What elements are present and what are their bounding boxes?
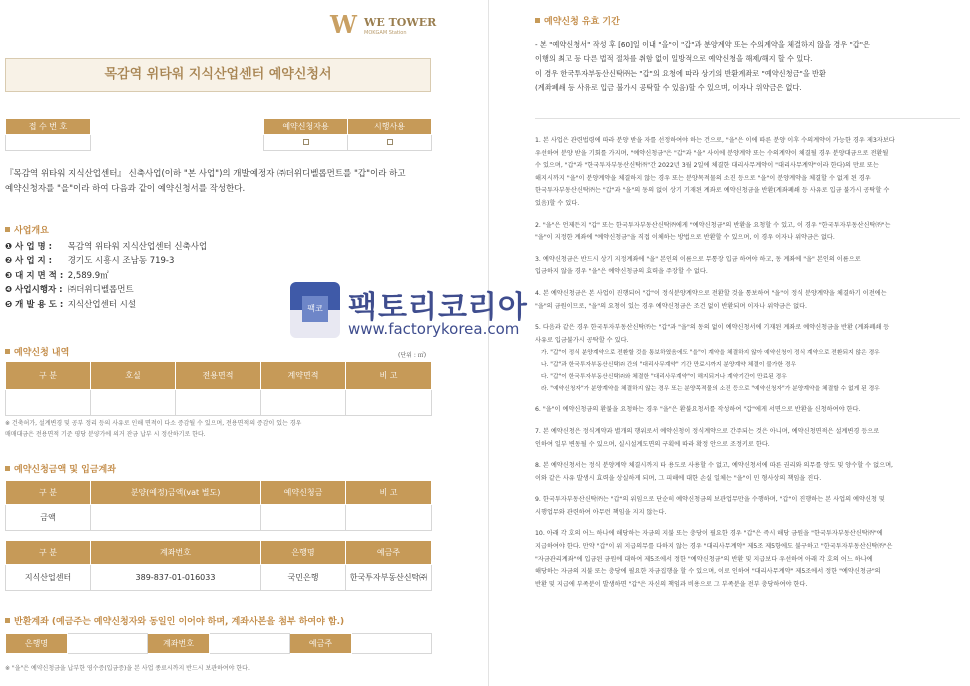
clause-line: 해당하는 자금의 지불 또는 충당에 필요한 자금집행을 할 수 있으며, 이로 인하여 "대리사무계약" 제5조에서 정한 "예약신청금"의 <box>535 568 881 576</box>
refund-bank-cell[interactable] <box>68 634 148 654</box>
clause-line: 우선하여 분양 받을 기회를 가지며, "예약신청금"은 "갑"과 "을" 사이에 분양계약 또는 수의계약이 체결될 경우 분양대금으로 전환될 <box>535 149 889 157</box>
watermark-url: www.factorykorea.com <box>348 320 520 338</box>
receipt-number-cell[interactable] <box>6 135 91 151</box>
col-header: 구 분 <box>6 362 91 390</box>
col-header: 계약면적 <box>261 362 346 390</box>
table-cell[interactable] <box>176 390 261 416</box>
separator <box>535 118 960 119</box>
clause-subitem: 가. "갑"이 정식 분양계약으로 전환할 것을 통보하였음에도 "을"이 계약을 체결하지 않아 예약신청이 정식 계약으로 전환되지 않은 경우 <box>541 350 880 357</box>
clause-line: 9. 한국투자부동산신탁㈜는 "갑"의 위임으로 단순히 예약신청금의 보관업무만을 수행하며, "갑"이 진행하는 본 사업의 예약신청 및 <box>535 496 885 504</box>
validity-heading: 예약신청 유효 기간 <box>535 14 620 27</box>
page-title: 목감역 위타워 지식산업센터 예약신청서 <box>5 58 431 92</box>
clause-line: 한국투자부동산신탁㈜는 "갑"과 "을"의 동의 없이 상기 기재된 계좌로 예약신청금을 반환(계좌폐쇄 등 사유로 입금 불가시 공탁할 수 <box>535 187 890 195</box>
table-cell[interactable] <box>91 505 261 531</box>
account-table <box>5 540 432 591</box>
clause-line: 3. 예약신청금은 반드시 상기 지정계좌에 "을" 본인의 이름으로 무통장 입금 하여야 하고, 동 계좌에 "을" 본인의 이름으로 <box>535 255 861 263</box>
clause-line: 5. 다음과 같은 경우 한국투자부동산신탁㈜는 "갑"과 "을"의 동의 없이 예약신청서에 기재된 계좌로 예약신청금을 반환 (계좌폐쇄 등 <box>535 324 890 332</box>
clause-line: 반환 및 지급에 부족분이 발생하면 "갑"은 자신의 책임과 비용으로 그 부족분을 전부 충당하여야 한다. <box>535 580 808 588</box>
reservation-note: ※ 건축허가, 설계변경 및 공부 정리 등의 사유로 인해 면적이 다소 증감될 수 있으며, 전용면적의 증감이 있는 경우 매매대금은 전용면적 기준 평당 분양가에 의거 잔금 납부 시 정산하기로 한다. <box>5 420 302 438</box>
table-cell[interactable] <box>346 390 432 416</box>
square-bullet-icon <box>5 227 10 232</box>
clause-line: 이와 같은 사유 발생시 효력을 상실하게 되며, 그 피해에 대한 손실 일체는 "을"이 민 형사상의 책임을 진다. <box>535 474 822 482</box>
table-cell[interactable] <box>346 505 432 531</box>
col-header: 분양(예정)금액(vat 별도) <box>91 481 261 505</box>
clause <box>535 135 960 211</box>
receipt-table <box>5 118 432 151</box>
clause <box>535 254 960 279</box>
seller-checkbox[interactable] <box>387 139 393 145</box>
clause-subitem: 나. "갑"과 한국투자부동산신탁㈜ 간의 "대리사무계약" 기간 만료시까지 분양계약 체결이 불가한 경우 <box>541 362 797 369</box>
table-cell: 지식산업센터 <box>6 565 91 591</box>
column-divider <box>488 0 489 686</box>
col-header: 구 분 <box>6 481 91 505</box>
clause-line: "을"의 금원이므로, "을"의 요청이 있는 경우 예약신청금은 조건 없이 반환되며 이자나 위약금은 없다. <box>535 302 808 310</box>
applicant-copy-cell[interactable] <box>264 135 348 151</box>
clause-line: 인하여 일부 변동될 수 있으며, 실시설계도면의 구획에 따라 확정 안으로 조정키로 한다. <box>535 440 770 448</box>
square-bullet-icon <box>535 18 540 23</box>
clause-line: 시행업무와 관련하여 아무런 책임을 지지 않는다. <box>535 508 667 516</box>
refund-account-cell[interactable] <box>210 634 290 654</box>
clause-line: 입금하지 않을 경우 "을"은 예약신청금의 효력을 주장할 수 없다. <box>535 268 708 276</box>
info-row: ❹ 사업시행자 : ㈜더위디벨롭먼트 <box>5 285 134 296</box>
reservation-heading: 예약신청 내역 <box>5 345 69 358</box>
col-header: 예금주 <box>346 541 432 565</box>
logo <box>330 10 440 40</box>
table-cell[interactable] <box>91 390 176 416</box>
table-cell[interactable] <box>6 390 91 416</box>
clause-line: "을"이 지정한 계좌에 "예약신청금"을 직접 이체하는 방법으로 반환할 수 있으며, 이 경우 이자나 위약금은 없다. <box>535 234 835 242</box>
clause-subitem: 라. "예약신청자"가 분양계약을 체결하지 않는 경우 또는 분양목적물의 소진 등으로 "예약신청자"가 분양계약을 체결할 수 없게 된 경우 <box>541 386 880 393</box>
clause-line: 2. "을"은 언제든지 "갑" 또는 한국투자부동산신탁㈜에게 "예약신청금"의 반환을 요청할 수 있고, 이 경우 "한국투자부동산신탁㈜"는 <box>535 221 891 229</box>
refund-heading: 반환계좌 (예금주는 예약신청자와 동일인 이어야 하며, 계좌사본을 첨부 하여야 함.) <box>5 614 344 627</box>
receipt-note: ※ "을"은 예약신청금을 납부한 영수증(입금증)을 본 사업 종료시까지 반드시 보관하여야 한다. <box>5 665 250 672</box>
refund-account-label: 계좌번호 <box>148 634 210 654</box>
payment-heading: 예약신청금액 및 입금계좌 <box>5 462 116 475</box>
clause-line: 있음)할 수 있다. <box>535 199 580 207</box>
col-header: 전용면적 <box>176 362 261 390</box>
terms-clauses <box>535 135 960 600</box>
seller-copy-label: 시행사용 <box>348 119 432 135</box>
logo-name: WE TOWER <box>364 16 437 29</box>
col-header: 비 고 <box>346 481 432 505</box>
col-header: 은행명 <box>261 541 346 565</box>
clause <box>535 322 960 395</box>
table-cell[interactable] <box>261 390 346 416</box>
info-row: ❶ 사 업 명 : 목감역 위타워 지식산업센터 신축사업 <box>5 242 208 252</box>
clause-line: 1. 본 사업은 관련법령에 따라 분양 받을 자를 선정하여야 하는 건으로, "을"은 이에 따른 분양 이후 수의계약이 가능한 경우 제3자보다 <box>535 137 895 144</box>
col-header: 구 분 <box>6 541 91 565</box>
applicant-copy-label: 예약신청자용 <box>264 119 348 135</box>
clause <box>535 220 960 245</box>
amount-table <box>5 480 432 531</box>
clause <box>535 528 960 591</box>
clause-line: 사유로 입금불가시 공탁할 수 있다. <box>535 336 629 344</box>
clause <box>535 494 960 519</box>
info-row: ❷ 사 업 지 : 경기도 시흥시 조남동 719-3 <box>5 256 175 267</box>
clause-line: 7. 본 예약신청은 정식계약과 별개의 행위로서 예약신청이 정식계약으로 간주되는 것은 아니며, 예약신청면적은 설계변경 등으로 <box>535 427 880 435</box>
intro-text <box>5 167 425 197</box>
clause <box>535 288 960 313</box>
intro-line: 예약신청자를 "을"이라 하여 다음과 같이 예약신청서를 작성한다. <box>5 184 246 194</box>
clause-line: 해지시까지 "을"이 분양계약을 체결하지 않는 경우 또는 분양목적물의 소진 등으로 "을"이 분양계약을 체결할 수 없게 된 경우 <box>535 174 871 182</box>
square-bullet-icon <box>5 618 10 623</box>
refund-holder-cell[interactable] <box>352 634 432 654</box>
account-number: 389-837-01-016033 <box>91 565 261 591</box>
clause-line: 10. 아래 각 호의 어느 하나에 해당하는 자금의 지불 또는 충당이 필요한 경우 "갑"은 즉시 해당 금원을 "한국투자부동산신탁㈜"에 <box>535 530 883 538</box>
clause-line: 수 있으며, "갑"과 "한국투자부동산신탁㈜"간 2022년 3월 2일에 체결한 대리사무계약이 "대리사무계약"이라 한다)의 만료 또는 <box>535 162 879 170</box>
clause <box>535 426 960 451</box>
bank-name: 국민은행 <box>261 565 346 591</box>
watermark-logo-icon: 팩코 <box>290 282 340 338</box>
unit-label: (단위 : ㎡) <box>398 352 427 359</box>
clause <box>535 460 960 485</box>
account-holder: 한국투자부동산신탁㈜ <box>346 565 432 591</box>
reservation-table <box>5 361 432 416</box>
info-row: ❸ 대 지 면 적 : 2,589.9㎡ <box>5 270 109 281</box>
info-row: ❺ 개 발 용 도 : 지식산업센터 시설 <box>5 299 137 310</box>
clause-line: 지급하여야 한다. 만약 "갑"이 위 지급의무를 다하지 않는 경우 "대리사무계약" 제5조 제5항에도 불구하고 "한국투자부동산신탁㈜"은 <box>535 543 893 551</box>
square-bullet-icon <box>5 349 10 354</box>
clause-subitem: 다. "갑"이 한국투자부동산신탁㈜와 체결한 "대리사무계약"이 해지되거나 계약기간이 만료된 경우 <box>541 374 787 381</box>
validity-text: - 본 "예약신청서" 작성 후 [60]일 이내 "을"이 "갑"과 분양계약 또는 수의계약을 체결하지 않을 경우 "갑"은 이행의 최고 등 다른 법적 절차를 취함 없이 일방적으로 예약신청을 해제/해지 할 수 있다. 이 경우 한국투자부동산신탁㈜는 "갑"의 요청에 따라 상기의 반환계좌로 "예약신청금"을 반환 (계좌폐쇄 등 사유로 입금 불가시 공탁할 수 있음)할 수 있으며, 이자나 위약금은 없다. <box>535 40 870 92</box>
col-header: 호실 <box>91 362 176 390</box>
watermark-title: 팩토리코리아 <box>348 290 528 325</box>
seller-copy-cell[interactable] <box>348 135 432 151</box>
table-cell[interactable] <box>261 505 346 531</box>
clause <box>535 404 960 417</box>
business-heading: 사업개요 <box>5 223 49 236</box>
watermark <box>290 282 550 342</box>
col-header: 비 고 <box>346 362 432 390</box>
refund-table <box>5 633 432 654</box>
col-header: 예약신청금 <box>261 481 346 505</box>
clause-line: "자금관리계좌"에 입금된 금원에 대하여 제5조에서 정한 "예약신청금"의 반환 및 지급보다 우선하여 아래 각 호의 어느 하나에 <box>535 555 873 563</box>
logo-sub: MOKGAM Station <box>364 30 407 36</box>
row-label: 금액 <box>6 505 91 531</box>
col-header: 계좌번호 <box>91 541 261 565</box>
clause-line: 6. "을"이 예약신청금의 환불을 요청하는 경우 "을"은 환불요청서를 작성하여 "갑"에게 서면으로 반환을 신청하여야 한다. <box>535 406 861 414</box>
refund-holder-label: 예금주 <box>290 634 352 654</box>
clause-line: 4. 본 예약신청금은 본 사업이 진행되어 "갑"이 정식분양계약으로 전환할 것을 통보하여 "을"이 정식 분양계약을 체결하기 이전에는 <box>535 289 887 297</box>
applicant-checkbox[interactable] <box>303 139 309 145</box>
intro-line: 『목감역 위타워 지식산업센터』 신축사업(이하 "본 사업")의 개발예정자 ㈜더위디벨롭먼트를 "갑"이라 하고 <box>5 169 406 179</box>
logo-mark: W <box>330 10 353 39</box>
square-bullet-icon <box>5 466 10 471</box>
clause-line: 8. 본 예약신청서는 정식 분양계약 체결시까지 타 용도로 사용할 수 없고, 예약신청서에 따른 권리와 의무를 양도 및 양수할 수 없으며, <box>535 462 894 470</box>
refund-bank-label: 은행명 <box>6 634 68 654</box>
receipt-number-label: 접 수 번 호 <box>6 119 91 135</box>
